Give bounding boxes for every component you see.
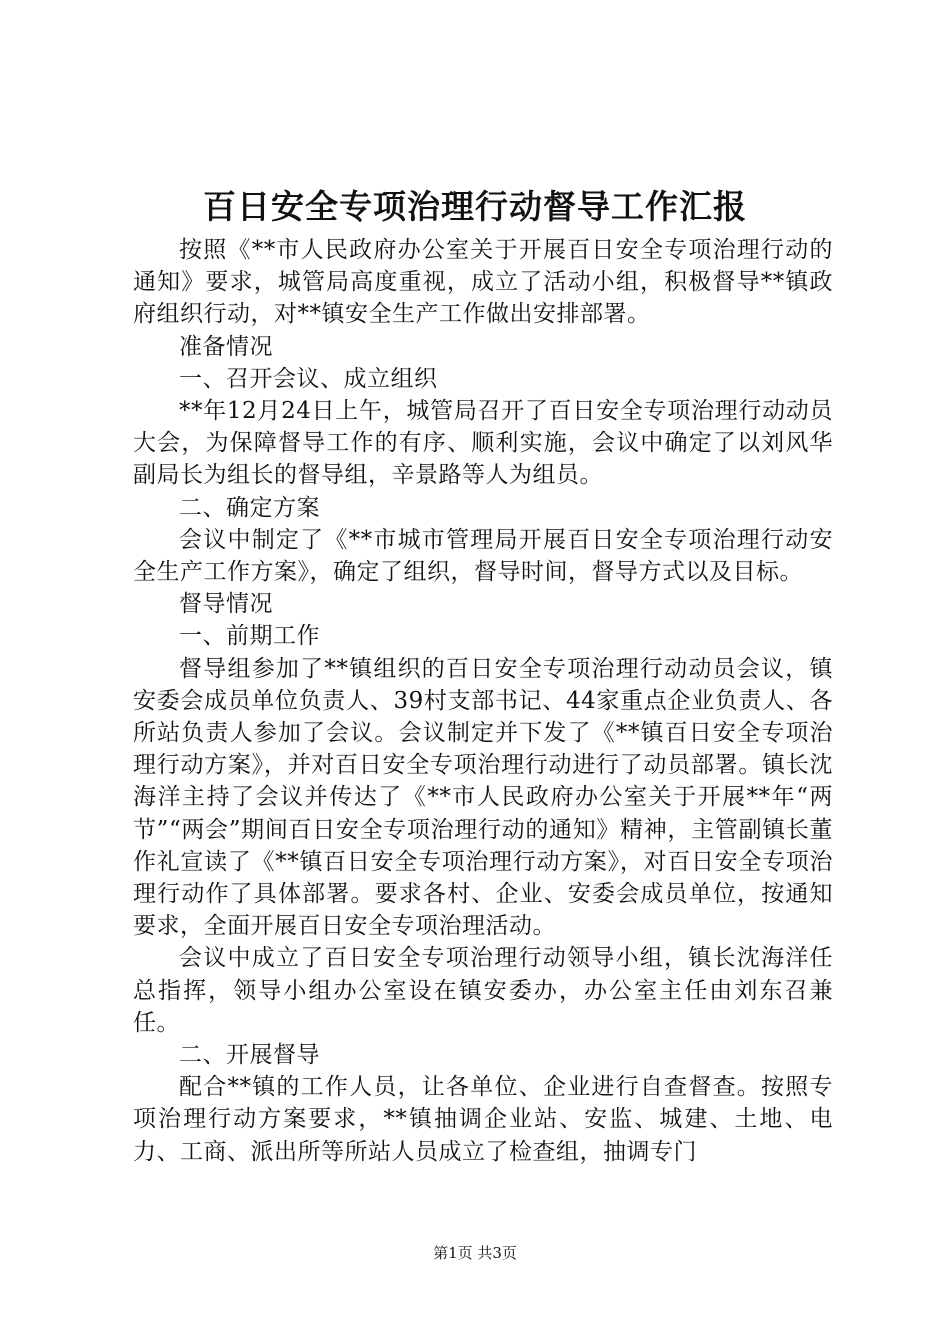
paragraph-meeting: **年12月24日上午，城管局召开了百日安全专项治理行动动员大会，为保障督导工作的有序、顺利实施，会议中确定了以刘风华副局长为组长的督导组，辛景路等人为组员。 [133,398,833,489]
subheading-meeting: 一、召开会议、成立组织 [179,365,438,392]
section-heading-supervision: 督导情况 [179,591,273,618]
subheading-early-work: 一、前期工作 [179,623,320,650]
subheading-carry-out: 二、开展督导 [179,1042,320,1069]
paragraph-intro: 按照《**市人民政府办公室关于开展百日安全专项治理行动的通知》要求，城管局高度重视，成立了活动小组，积极督导**镇政府组织行动，对**镇安全生产工作做出安排部署。 [133,237,833,328]
section-heading-preparation: 准备情况 [179,333,273,360]
document-body [133,234,833,1168]
paragraph-early-work: 督导组参加了**镇组织的百日安全专项治理行动动员会议，镇安委会成员单位负责人、39村支部书记、44家重点企业负责人、各所站负责人参加了会议。会议制定并下发了《**镇百日安全专项治理行动方案》，并对百日安全专项治理行动进行了动员部署。镇长沈海洋主持了会议并传达了《**市人民政府办公室关于开展**年“两节”“两会”期间百日安全专项治理行动的通知》精神，主管副镇长董作礼宣读了《**镇百日安全专项治理行动方案》，对百日安全专项治理行动作了具体部署。要求各村、企业、安委会成员单位，按通知要求，全面开展百日安全专项治理活动。 [133,655,833,940]
paragraph-plan: 会议中制定了《**市城市管理局开展百日安全专项治理行动安全生产工作方案》，确定了组织，督导时间，督导方式以及目标。 [133,526,833,586]
document-title: 百日安全专项治理行动督导工作汇报 [203,187,747,226]
paragraph-leading-group: 会议中成立了百日安全专项治理行动领导小组，镇长沈海洋任总指挥，领导小组办公室设在镇安委办，办公室主任由刘东召兼任。 [133,945,833,1036]
paragraph-carry-out: 配合**镇的工作人员，让各单位、企业进行自查督查。按照专项治理行动方案要求，**镇抽调企业站、安监、城建、土地、电力、工商、派出所等所站人员成立了检查组，抽调专门 [133,1074,833,1165]
subheading-plan: 二、确定方案 [179,494,320,521]
page-footer: 第1页 共3页 [433,1244,517,1262]
